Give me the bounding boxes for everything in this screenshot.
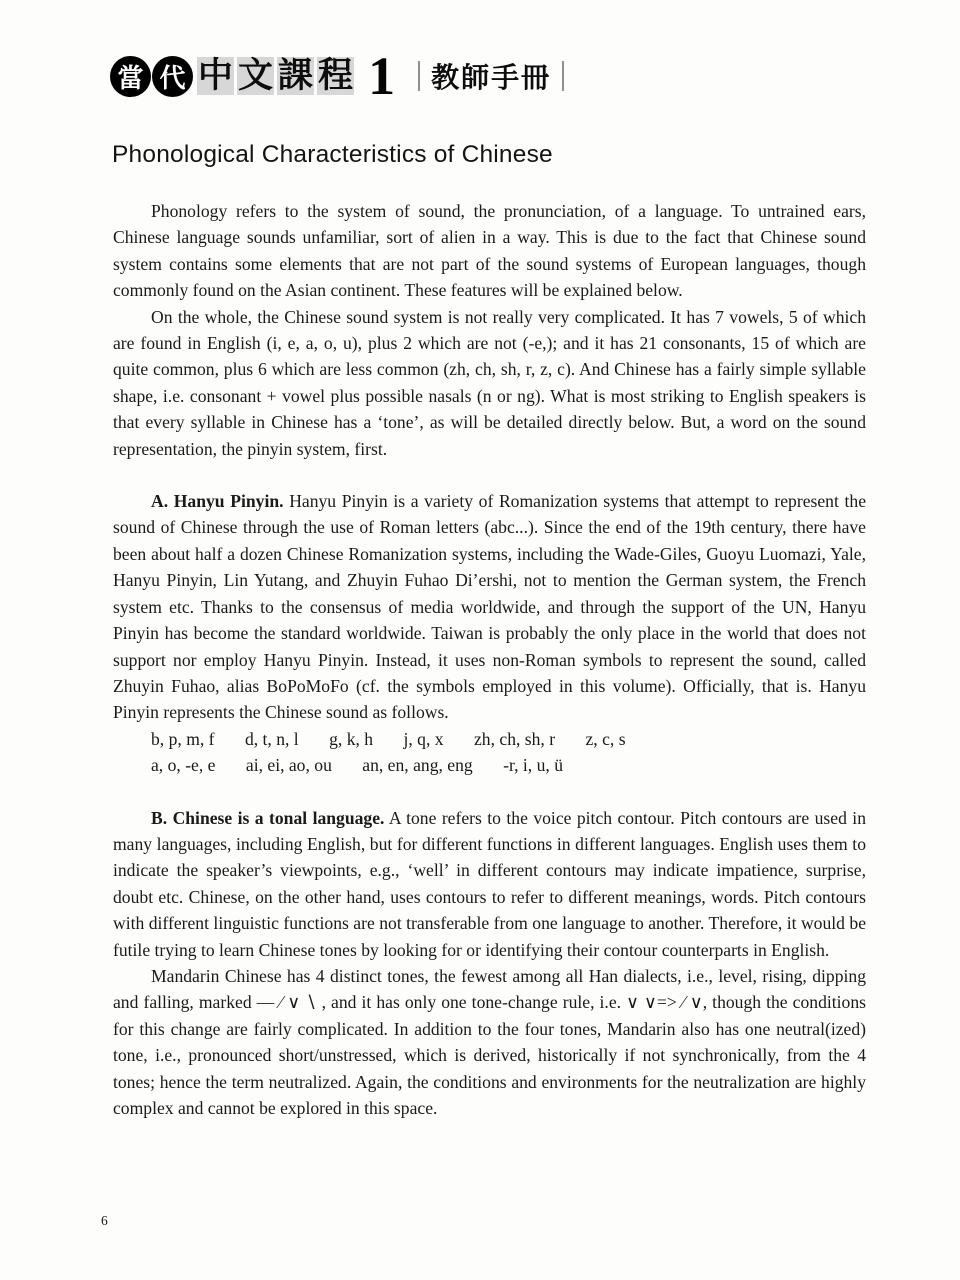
paragraph-intro: Phonology refers to the system of sound, the pronunciation, of a language. To untrained ears, Chinese language sounds unfamiliar, sort of alien in a way. This is due to the fact that Chinese sound system contains some elements that are not part of the sound systems of European languages, though commonly found on the Asian continent. These features will be explained below.: [113, 201, 866, 301]
paragraph-hanyu-pinyin: [113, 488, 866, 726]
pinyin-group: -r, i, u, ü: [503, 755, 563, 776]
series-title-char: 程: [318, 56, 354, 96]
pinyin-group: zh, ch, sh, r: [473, 728, 556, 749]
paragraph-tonal-language: [113, 805, 866, 963]
pinyin-initials-row: [113, 726, 866, 752]
pinyin-group: ai, ei, ao, ou: [245, 755, 332, 776]
logo-circle-dang: [110, 56, 151, 97]
series-title-char: 文: [238, 56, 274, 96]
paragraph-gap: [113, 779, 866, 805]
pinyin-group: j, q, x: [403, 728, 444, 749]
volume-number: 1: [368, 46, 396, 106]
divider-bar: [562, 61, 564, 91]
series-title-char: 課: [278, 56, 314, 96]
divider-bar: [418, 61, 420, 91]
pinyin-group: b, p, m, f: [151, 728, 215, 749]
pinyin-finals-row: [113, 752, 866, 778]
pinyin-group: z, c, s: [585, 728, 626, 749]
pinyin-group: d, t, n, l: [244, 728, 299, 749]
pinyin-group: an, en, ang, eng: [362, 755, 473, 776]
logo-circle-char: 代: [159, 62, 186, 93]
paragraph-mandarin-tones: Mandarin Chinese has 4 distinct tones, the fewest among all Han dialects, i.e., level, rising, dipping and falling, marked — ⁄ ∨ ∖ , and it has only one tone-change rule, i.e. ∨ ∨=> ⁄ ∨, though the conditions for this change are fairly complicated. In addition to the four tones, Mandarin also has one neutral(ized) tone, i.e., pronounced short/unstressed, which is derived, historically if not synchronically, from the 4 tones; hence the term neutralized. Again, the conditions and environments for the neutralization are highly complex and cannot be explored in this space.: [113, 965, 866, 1118]
book-subtitle: 教師手冊: [431, 62, 552, 94]
pinyin-group: a, o, -e, e: [151, 755, 216, 776]
section-b-heading: B. Chinese is a tonal language.: [151, 807, 385, 828]
series-title-char: 中: [198, 56, 234, 96]
paragraph-gap: [113, 462, 866, 488]
page-number: 6: [101, 1213, 108, 1228]
body-text: [113, 198, 866, 1121]
logo-circle-char: 當: [117, 62, 144, 93]
section-b-text: A tone refers to the voice pitch contour. Pitch contours are used in many languages, including English, but for different functions in different languages. English uses them to indicate the speaker’s viewpoints, e.g., ‘well’ in different contours may indicate impatience, surprise, doubt etc. Chinese, on the other hand, uses contours to refer to different meanings, words. Pitch contours with different linguistic functions are not transferable from one language to another. Therefore, it would be futile trying to learn Chinese tones by looking for or identifying their contour counterparts in English.: [113, 807, 866, 960]
logo-circle-dai: [152, 56, 193, 97]
paragraph-sound-system: On the whole, the Chinese sound system is not really very complicated. It has 7 vowels, 5 of which are found in English (i, e, a, o, u), plus 2 which are not (-e,); and it has 21 consonants, 15 of which are quite common, plus 6 which are less common (zh, ch, sh, r, z, c). And Chinese has a fairly simple syllable shape, i.e. consonant + vowel plus possible nasals (n or ng). What is most striking to English speakers is that every syllable in Chinese has a ‘tone’, as will be detailed directly below. But, a word on the sound representation, the pinyin system, first.: [113, 306, 866, 459]
section-a-text: Hanyu Pinyin is a variety of Romanization systems that attempt to represent the sound of Chinese through the use of Roman letters (abc...). Since the end of the 19th century, there have been about half a dozen Chinese Romanization systems, including the Wade-Giles, Guoyu Luomazi, Yale, Hanyu Pinyin, Lin Yutang, and Zhuyin Fuhao Di’ershi, not to mention the German system, the French system etc. Thanks to the consensus of media worldwide, and through the support of the UN, Hanyu Pinyin has become the standard worldwide. Taiwan is probably the only place in the world that does not support nor employ Hanyu Pinyin. Instead, it uses non-Roman symbols to represent the sound, called Zhuyin Fuhao, alias BoPoMoFo (cf. the symbols employed in this volume). Officially, that is. Hanyu Pinyin represents the Chinese sound as follows.: [113, 491, 867, 723]
section-a-heading: A. Hanyu Pinyin.: [151, 491, 284, 512]
page-title: Phonological Characteristics of Chinese: [112, 141, 553, 168]
pinyin-group: g, k, h: [329, 728, 374, 749]
book-header: [110, 46, 575, 106]
